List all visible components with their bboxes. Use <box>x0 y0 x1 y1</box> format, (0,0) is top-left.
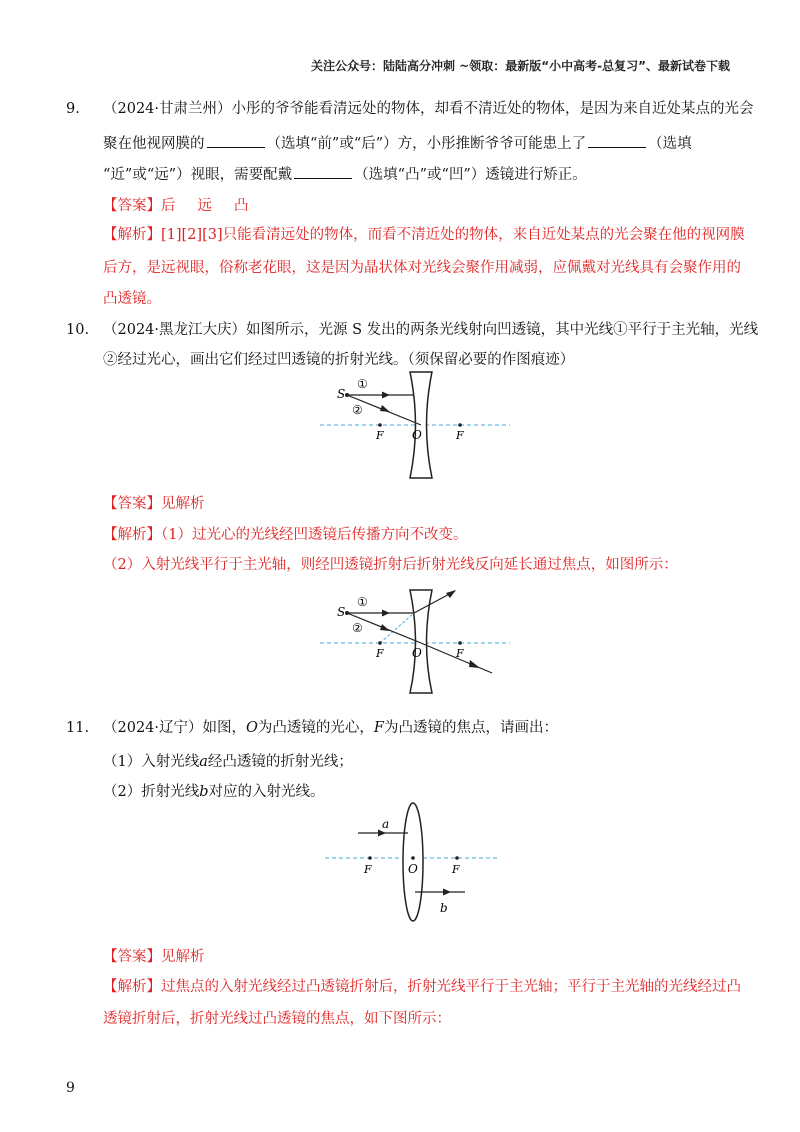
focus-left <box>378 641 382 645</box>
q10-answer-tag: 【答案】 <box>103 496 161 512</box>
q9-line3 <box>103 163 587 184</box>
label-f-right: F <box>456 647 464 660</box>
q10-explain-2: （2）入射光线平行于主光轴，则经凹透镜折射后折射光线反向延长通过焦点，如图所示： <box>103 557 678 573</box>
ray-2-arrow <box>380 405 390 412</box>
ray-2-arrow <box>380 624 390 631</box>
q11-figure-convex-lens <box>320 800 510 922</box>
q9-explain-1 <box>103 223 745 244</box>
focus-right <box>455 856 459 860</box>
q9-text-3a: “近”或“远”）视眼，需要配戴 <box>103 167 293 183</box>
q9-number: 9. <box>66 101 80 117</box>
label-o: O <box>408 862 418 876</box>
q10-line2: ②经过光心，画出它们经过凹透镜的折射光线。（须保留必要的作图痕迹） <box>103 352 575 368</box>
label-s: S <box>337 605 346 619</box>
ray-1-refracted-arrow <box>446 590 456 598</box>
q9-explain-tag: 【解析】 <box>103 227 161 243</box>
q9-line1 <box>66 97 754 118</box>
q11-item2-a: （2）折射光线 <box>103 784 200 800</box>
q9-text-2a: 聚在他视网膜的 <box>103 136 205 152</box>
q10-answer-figure <box>310 585 520 697</box>
q11-item-2 <box>103 780 325 801</box>
label-b: b <box>440 901 448 915</box>
focus-right <box>458 423 462 427</box>
ray-2-refracted-arrow <box>469 660 480 668</box>
q10-explain-text-1: （1）过光心的光线经凹透镜后传播方向不改变。 <box>161 527 468 543</box>
q10-answer-text: 见解析 <box>161 496 205 512</box>
q9-text-1: （2024·甘肃兰州）小彤的爷爷能看清远处的物体，却看不清近处的物体，是因为来自近处某点的光会 <box>103 101 754 117</box>
q9-text-2b: （选填“前”或“后”）方，小彤推断爷爷可能患上了 <box>266 136 587 152</box>
q10-text-1: （2024·黑龙江大庆）如图所示，光源 S 发出的两条光线射向凹透镜，其中光线①平行于主光轴，光线 <box>103 322 759 338</box>
q10-explain-1 <box>103 523 467 544</box>
label-f-left: F <box>376 647 384 660</box>
q9-line2 <box>103 132 692 153</box>
q11-item-1 <box>103 750 353 771</box>
q9-text-2c: （选填 <box>648 136 692 152</box>
q9-answer <box>103 194 249 215</box>
ray-1-arrow <box>382 610 390 617</box>
q9-answer-tag: 【答案】 <box>103 198 161 214</box>
q11-answer-tag: 【答案】 <box>103 949 161 965</box>
q11-text-1c: 为凸透镜的光心， <box>257 720 374 736</box>
q9-blank-1 <box>207 133 265 148</box>
q9-blank-2 <box>588 133 646 148</box>
ray-1-arrow <box>382 392 390 399</box>
ray-b-arrow <box>443 889 451 896</box>
q11-item2-c: 对应的入射光线。 <box>208 784 325 800</box>
label-ray2: ② <box>352 621 363 635</box>
page-number: 9 <box>66 1080 75 1096</box>
q11-line1 <box>66 716 558 737</box>
q10-answer <box>103 492 205 513</box>
q11-explain-2: 透镜折射后，折射光线过凸透镜的焦点，如下图所示： <box>103 1011 451 1027</box>
q11-answer <box>103 945 205 966</box>
label-ray2: ② <box>352 403 363 417</box>
q9-explain-2: 后方，是远视眼，俗称老花眼，这是因为晶状体对光线会聚作用减弱，应佩戴对光线具有会聚作用的 <box>103 260 741 276</box>
q10-number: 10. <box>66 322 90 338</box>
label-a: a <box>382 817 390 831</box>
q11-item1-a: （1）入射光线 <box>103 754 200 770</box>
q11-text-1b: O <box>246 720 258 736</box>
optical-center <box>411 856 415 860</box>
label-f-right: F <box>452 863 460 876</box>
focus-right <box>458 641 462 645</box>
label-f-left: F <box>376 429 384 442</box>
label-ray1: ① <box>357 377 368 391</box>
q11-explain-text-1: 过焦点的入射光线经过凸透镜折射后，折射光线平行于主光轴；平行于主光轴的光线经过凸 <box>161 979 741 995</box>
q9-blank-3 <box>294 164 352 179</box>
q11-item1-b: a <box>199 754 208 770</box>
label-s: S <box>337 387 346 401</box>
page-header: 关注公众号：陆陆高分冲刺 ~领取：最新版“小中高考-总复习”、最新试卷下载 <box>311 59 730 73</box>
q9-answer-2: 远 <box>197 198 212 214</box>
q11-text-1e: 为凸透镜的焦点，请画出： <box>383 720 558 736</box>
q9-explain-text-1: [1][2][3]只能看清远处的物体，而看不清近处的物体，来自近处某点的光会聚在他的视网膜 <box>161 227 745 243</box>
q9-text-3b: （选填“凸”或“凹”）透镜进行矫正。 <box>354 167 587 183</box>
q11-answer-text: 见解析 <box>161 949 205 965</box>
focus-left <box>378 423 382 427</box>
q11-item1-c: 经凸透镜的折射光线； <box>207 754 353 770</box>
q11-text-1d: F <box>373 720 384 736</box>
q9-answer-3: 凸 <box>234 198 249 214</box>
label-f-left: F <box>364 863 372 876</box>
label-o: O <box>412 646 422 660</box>
q10-explain-tag: 【解析】 <box>103 527 161 543</box>
q11-explain-1 <box>103 975 741 996</box>
focus-left <box>368 856 372 860</box>
q11-explain-tag: 【解析】 <box>103 979 161 995</box>
q9-answer-1: 后 <box>161 198 176 214</box>
q11-text-1a: （2024·辽宁）如图， <box>103 720 247 736</box>
q11-number: 11. <box>66 720 90 736</box>
q11-item2-b: b <box>199 784 209 800</box>
q9-explain-3: 凸透镜。 <box>103 291 161 307</box>
label-f-right: F <box>456 429 464 442</box>
q10-figure-concave-lens <box>310 370 520 482</box>
q10-line1 <box>66 318 758 339</box>
label-o: O <box>412 428 422 442</box>
label-ray1: ① <box>357 595 368 609</box>
